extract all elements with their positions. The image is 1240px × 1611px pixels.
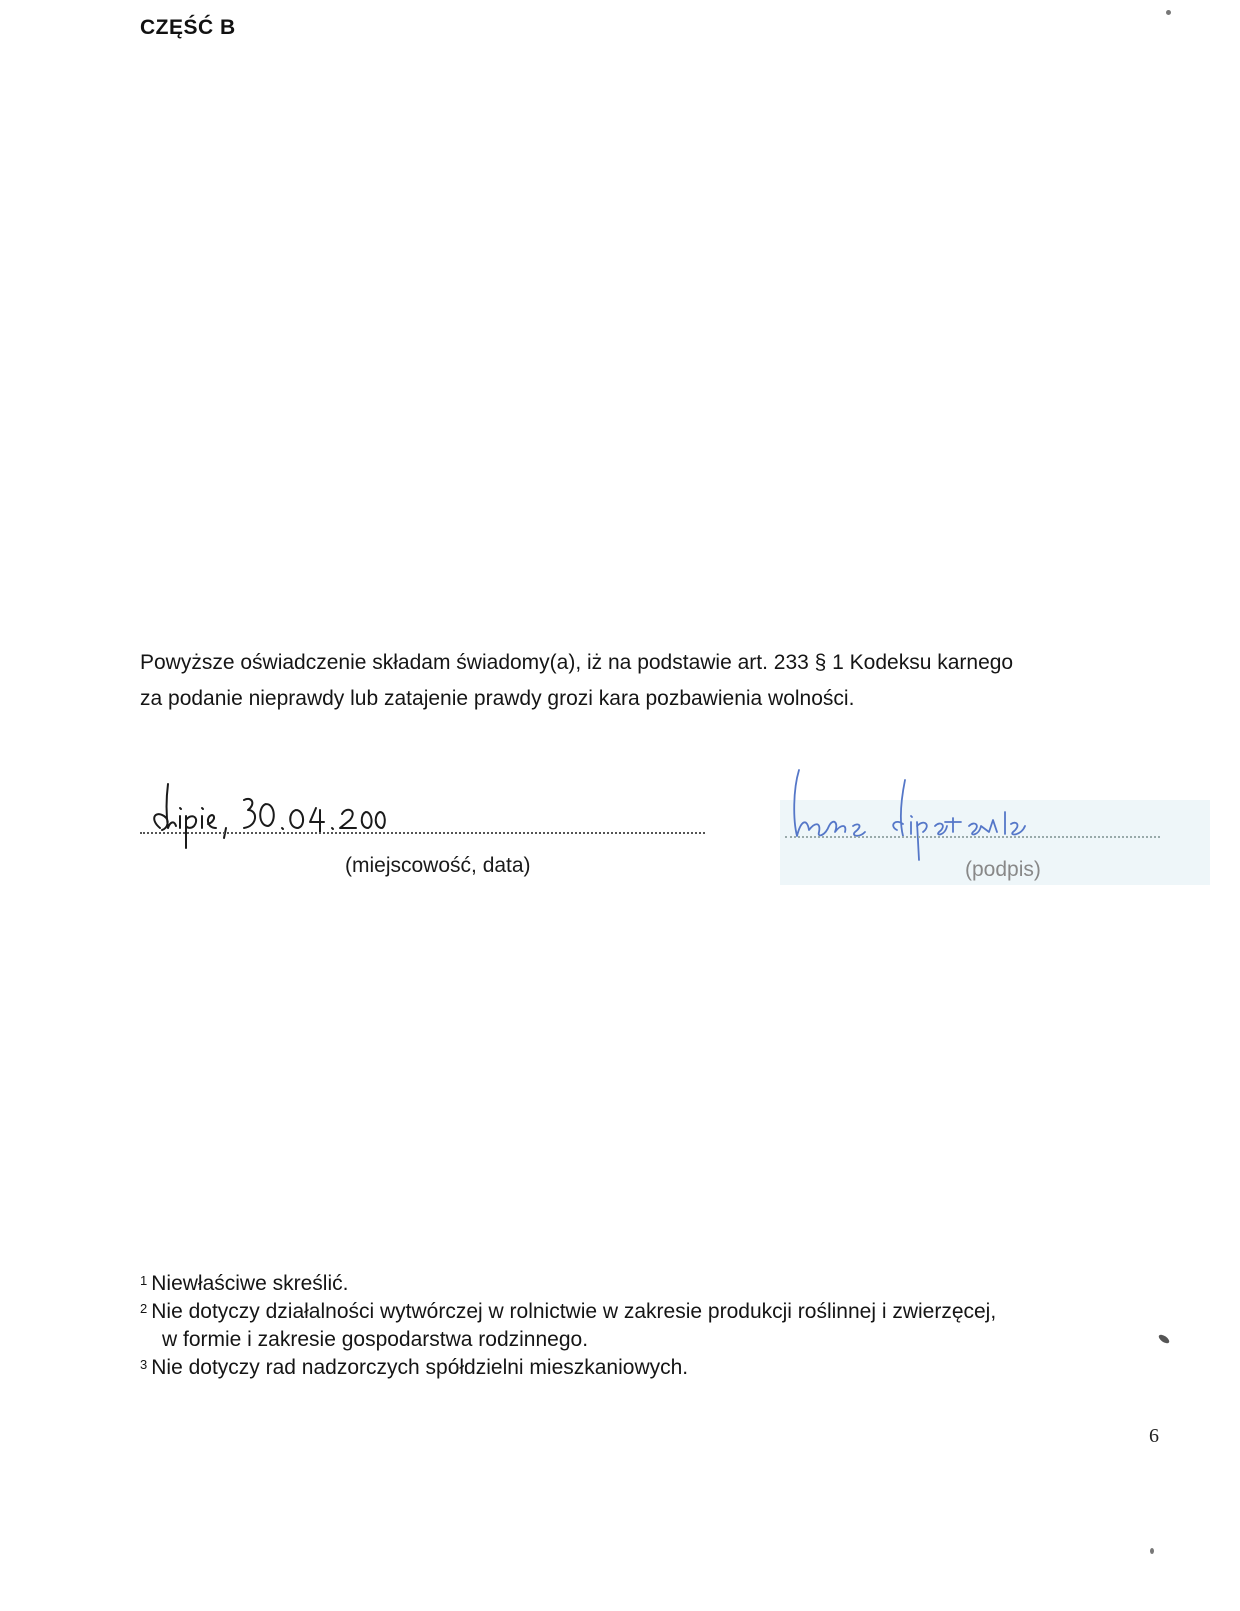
signature-field bbox=[780, 760, 1210, 890]
handwritten-signature bbox=[785, 760, 1085, 870]
place-date-field bbox=[140, 770, 710, 880]
footnote-marker: 3 bbox=[140, 1357, 148, 1372]
declaration-line-1: Powyższe oświadczenie składam świadomy(a), iż na podstawie art. 233 § 1 Kodeksu karnego bbox=[140, 651, 1014, 674]
footnote-marker: 2 bbox=[140, 1301, 148, 1316]
declaration-line-2: za podanie nieprawdy lub zatajenie prawdy grozi kara pozbawienia wolności. bbox=[140, 687, 855, 710]
footnote-text: Niewłaściwe skreślić. bbox=[151, 1272, 349, 1295]
signature-dotted-line bbox=[785, 836, 1160, 838]
scan-speck bbox=[1166, 10, 1171, 15]
footnote-3 bbox=[140, 1354, 1190, 1382]
footnote-text: Nie dotyczy rad nadzorczych spółdzielni mieszkaniowych. bbox=[151, 1356, 689, 1379]
footnote-text: Nie dotyczy działalności wytwórczej w rolnictwie w zakresie produkcji roślinnej i zwierzęcej, bbox=[151, 1300, 997, 1323]
page-number: 6 bbox=[1149, 1425, 1159, 1447]
footnotes bbox=[140, 1270, 1190, 1382]
footnote-marker: 1 bbox=[140, 1273, 148, 1288]
handwritten-place-date bbox=[146, 770, 386, 850]
footnote-2-continuation bbox=[140, 1326, 1190, 1354]
footnote-2 bbox=[140, 1298, 1190, 1326]
scan-speck bbox=[1150, 1548, 1154, 1554]
declaration-text bbox=[140, 645, 1200, 717]
footnote-text: w formie i zakresie gospodarstwa rodzinnego. bbox=[162, 1328, 589, 1351]
place-date-dotted-line bbox=[140, 832, 705, 834]
signature-caption: (podpis) bbox=[965, 858, 1041, 881]
footnote-1 bbox=[140, 1270, 1190, 1298]
place-date-caption: (miejscowość, data) bbox=[345, 854, 531, 877]
section-heading: CZĘŚĆ B bbox=[140, 16, 236, 39]
